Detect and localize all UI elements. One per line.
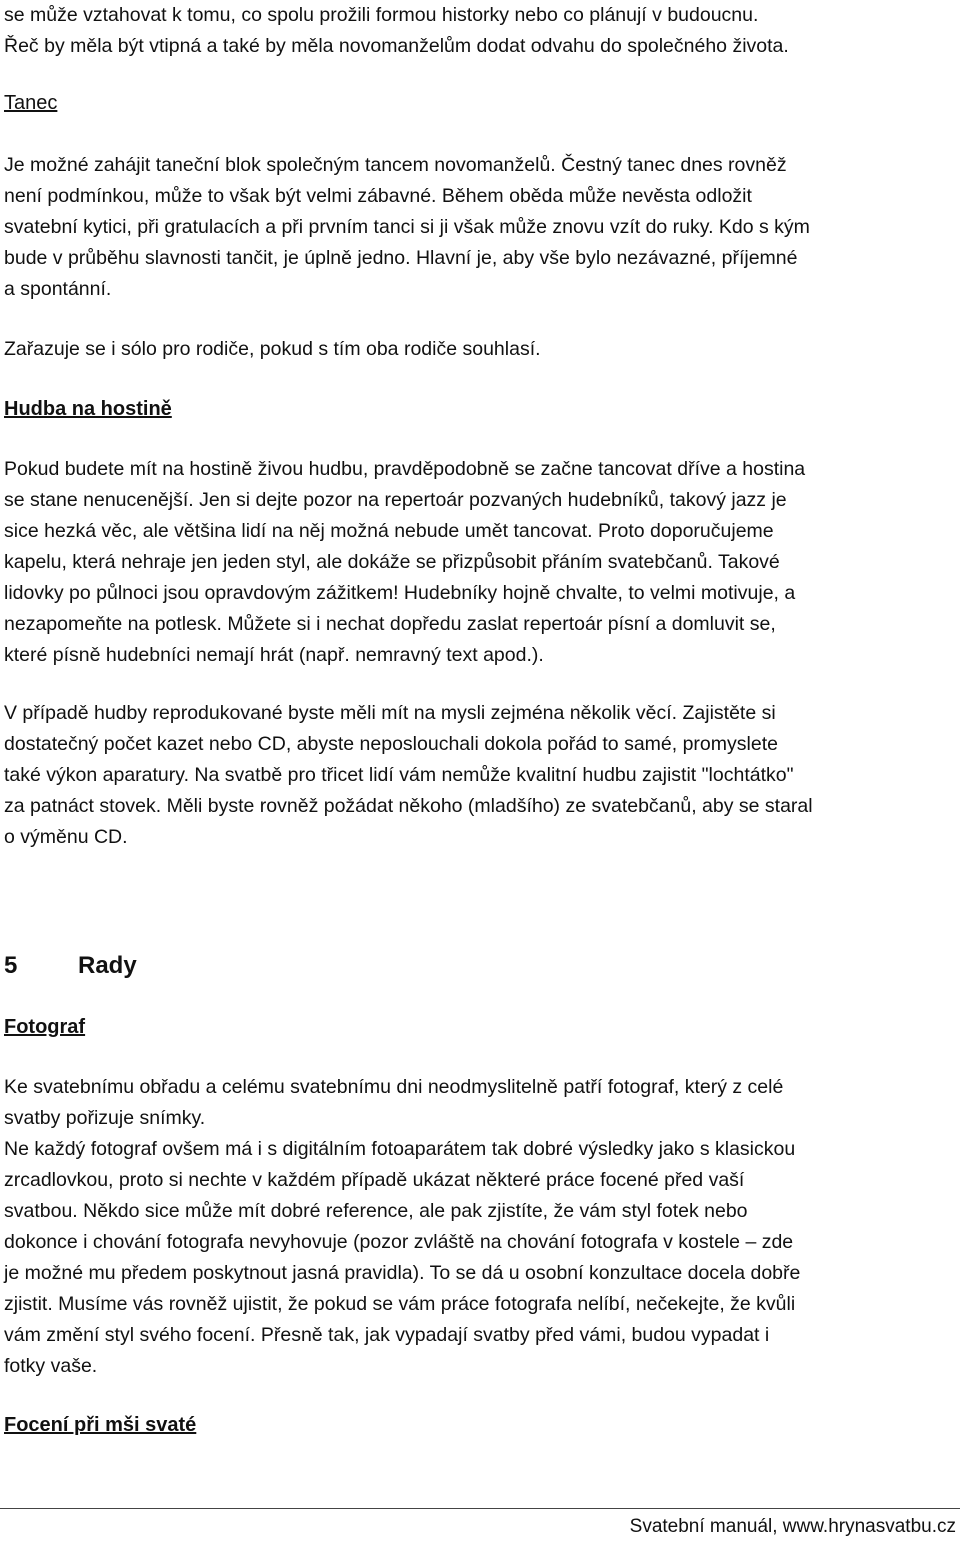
chapter-number: 5	[4, 952, 18, 979]
text-line: svatbou. Někdo sice může mít dobré reference, ale pak zjistíte, že vám styl fotek nebo	[4, 1200, 748, 1222]
text-line: zrcadlovkou, proto si nechte v každém případě ukázat některé práce focené před vaší	[4, 1169, 745, 1191]
text-line: nezapomeňte na potlesk. Můžete si i nechat dopředu zaslat repertoár písní a domluvit se,	[4, 613, 776, 635]
text-line: kapelu, která nehraje jen jeden styl, ale dokáže se přizpůsobit přáním svatebčanů. Takové	[4, 551, 780, 573]
text-line: svatby pořizuje snímky.	[4, 1107, 206, 1129]
chapter-title: Rady	[78, 952, 137, 979]
text-line: vám změní styl svého focení. Přesně tak, jak vypadají svatby před vámi, budou vypadat i	[4, 1324, 770, 1346]
text-line: Pokud budete mít na hostině živou hudbu, pravděpodobně se začne tancovat dříve a hostina	[4, 458, 806, 480]
intro-text	[4, 0, 789, 62]
text-line: V případě hudby reprodukované byste měli mít na mysli zejména několik věcí. Zajistěte si	[4, 702, 776, 724]
text-line: dokonce i chování fotografa nevyhovuje (pozor zvláště na chování fotografa v kostele – zde	[4, 1231, 794, 1253]
section-heading-fotograf: Fotograf	[4, 1016, 86, 1038]
section-heading-hudba: Hudba na hostině	[4, 398, 172, 420]
hudba-paragraph-1	[4, 454, 805, 671]
text-line: není podmínkou, může to však být velmi zábavné. Během oběda může nevěsta odložit	[4, 185, 752, 207]
text-line: se může vztahovat k tomu, co spolu prožili formou historky nebo co plánují v budoucnu.	[4, 4, 759, 26]
tanec-extra-line: Zařazuje se i sólo pro rodiče, pokud s tím oba rodiče souhlasí.	[4, 338, 541, 360]
text-line: za patnáct stovek. Měli byste rovněž požádat někoho (mladšího) ze svatebčanů, aby se staral	[4, 795, 813, 817]
text-line: také výkon aparatury. Na svatbě pro třicet lidí vám nemůže kvalitní hudbu zajistit "lochtátko"	[4, 764, 794, 786]
text-line: Ke svatebnímu obřadu a celému svatebnímu dni neodmyslitelně patří fotograf, který z celé	[4, 1076, 784, 1098]
text-line: fotky vaše.	[4, 1355, 98, 1377]
text-line: o výměnu CD.	[4, 826, 128, 848]
text-line: a spontánní.	[4, 278, 112, 300]
fotograf-paragraph-2	[4, 1134, 800, 1382]
text-line: je možné mu předem poskytnout jasná pravidla). To se dá u osobní konzultace docela dobře	[4, 1262, 801, 1284]
chapter-heading	[4, 950, 137, 981]
section-heading-foceni: Focení při mši svaté	[4, 1414, 197, 1436]
text-line: dostatečný počet kazet nebo CD, abyste neposlouchali dokola pořád to samé, promyslete	[4, 733, 778, 755]
fotograf-paragraph-1	[4, 1072, 783, 1134]
text-line: lidovky po půlnoci jsou opravdovým zážitkem! Hudebníky hojně chvalte, to velmi motivuje, a	[4, 582, 796, 604]
text-line: bude v průběhu slavnosti tančit, je úplně jedno. Hlavní je, aby vše bylo nezávazné, příjemné	[4, 247, 798, 269]
text-line: se stane nenucenější. Jen si dejte pozor na repertoár pozvaných hudebníků, takový jazz je	[4, 489, 787, 511]
hudba-paragraph-2	[4, 698, 813, 853]
section-heading-tanec: Tanec	[4, 92, 58, 114]
page-footer: Svatební manuál, www.hrynasvatbu.cz	[629, 1516, 956, 1537]
text-line: svatební kytici, při gratulacích a při prvním tanci si ji však může znovu vzít do ruky. Kdo s kým	[4, 216, 810, 238]
text-line: sice hezká věc, ale většina lidí na něj možná nebude umět tancovat. Proto doporučujeme	[4, 520, 774, 542]
footer-divider	[0, 1508, 960, 1509]
text-line: Ne každý fotograf ovšem má i s digitálním fotoaparátem tak dobré výsledky jako s klasickou	[4, 1138, 796, 1160]
text-line: Je možné zahájit taneční blok společným tancem novomanželů. Čestný tanec dnes rovněž	[4, 154, 787, 176]
text-line: které písně hudebníci nemají hrát (např. nemravný text apod.).	[4, 644, 544, 666]
tanec-paragraph	[4, 150, 810, 305]
text-line: Řeč by měla být vtipná a také by měla novomanželům dodat odvahu do společného života.	[4, 35, 789, 57]
text-line: zjistit. Musíme vás rovněž ujistit, že pokud se vám práce fotografa nelíbí, nečekejte, že kvůli	[4, 1293, 796, 1315]
